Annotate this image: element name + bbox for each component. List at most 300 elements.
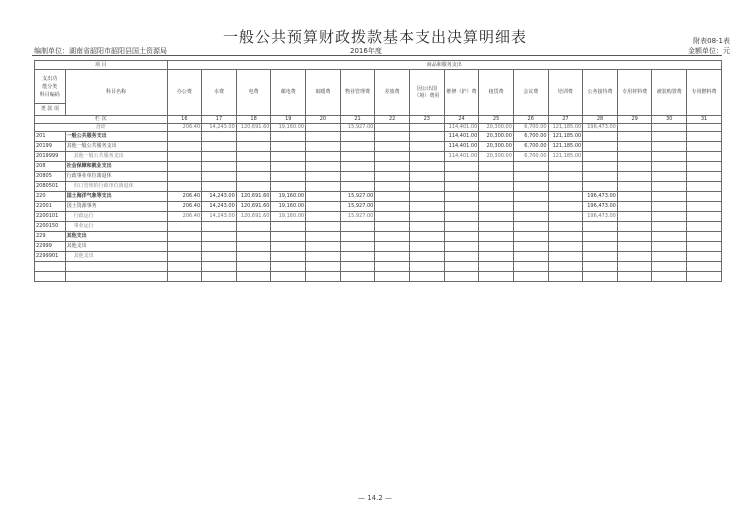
data-cell [617,252,652,262]
data-cell [375,192,410,202]
empty-cell [513,272,548,282]
data-cell [202,152,237,162]
data-cell [202,242,237,252]
data-cell [617,142,652,152]
data-cell: 20,300.00 [479,132,514,142]
data-cell [513,172,548,182]
data-cell [513,242,548,252]
column-number: 21 [340,116,375,124]
total-cell: 120,691.60 [236,124,271,132]
data-cell [236,242,271,252]
data-cell [617,162,652,172]
data-cell [652,172,687,182]
data-cell [236,172,271,182]
total-cell: 14,243.00 [202,124,237,132]
column-header: 培训费 [548,70,583,116]
data-cell [513,182,548,192]
empty-cell [236,262,271,272]
column-header: 因公出国（境）费用 [410,70,445,116]
data-cell [444,192,479,202]
data-cell [444,242,479,252]
class-header: 类 款 项 [35,104,66,116]
data-cell [548,242,583,252]
data-cell [687,252,722,262]
data-cell: 15,927.00 [340,212,375,222]
data-cell [583,172,618,182]
column-number: 26 [513,116,548,124]
data-cell [236,232,271,242]
org-label: 编制单位：湖南省韶阳市韶阳县国土资源局 [34,47,167,55]
data-cell: 114,401.00 [444,132,479,142]
row-code: 22001 [35,202,66,212]
empty-cell [410,272,445,282]
data-cell [687,152,722,162]
empty-cell [65,272,167,282]
data-cell: 206.40 [167,212,202,222]
column-header: 公务接待费 [583,70,618,116]
data-cell [306,152,341,162]
data-cell [271,232,306,242]
group-header: 商品和服务支出 [167,61,721,70]
data-cell [271,142,306,152]
column-number: 25 [479,116,514,124]
data-cell [617,222,652,232]
data-cell: 15,927.00 [340,202,375,212]
data-cell: 15,927.00 [340,192,375,202]
row-code: 2019999 [35,152,66,162]
data-cell [617,212,652,222]
data-cell [583,252,618,262]
column-header: 电费 [236,70,271,116]
empty-cell [271,262,306,272]
row-code: 2200150 [35,222,66,232]
data-cell [583,232,618,242]
data-cell [375,252,410,262]
page-title: 一般公共预算财政拨款基本支出决算明细表 [222,28,527,46]
data-cell: 6,700.00 [513,142,548,152]
header-rule [32,55,722,56]
data-cell [375,242,410,252]
data-cell [583,242,618,252]
row-code: 201 [35,132,66,142]
data-cell [375,152,410,162]
data-cell [513,212,548,222]
code-header-line: 能分类 [42,83,58,90]
data-cell [271,172,306,182]
data-cell: 19,160.00 [271,192,306,202]
data-cell [340,182,375,192]
column-header: 取暖费 [306,70,341,116]
column-header: 会议费 [513,70,548,116]
column-header: 专用材料费 [617,70,652,116]
column-header: 租赁费 [479,70,514,116]
data-cell [617,152,652,162]
empty-cell [375,272,410,282]
data-cell [340,132,375,142]
data-cell: 120,691.60 [236,202,271,212]
empty-cell [687,272,722,282]
data-cell [652,132,687,142]
total-cell: 121,185.00 [548,124,583,132]
data-cell [687,212,722,222]
data-cell [340,142,375,152]
empty-row [35,262,722,272]
column-number: 22 [375,116,410,124]
column-number: 27 [548,116,583,124]
data-cell [410,162,445,172]
column-number: 17 [202,116,237,124]
data-cell [410,252,445,262]
code-header [35,70,66,104]
total-cell [375,124,410,132]
data-cell [652,222,687,232]
data-cell [410,242,445,252]
data-cell [306,252,341,262]
data-cell [479,202,514,212]
column-header: 邮电费 [271,70,306,116]
data-cell [479,162,514,172]
data-cell [410,232,445,242]
empty-cell [687,262,722,272]
data-cell [652,142,687,152]
data-cell: 120,691.60 [236,192,271,202]
total-cell: 196,473.00 [583,124,618,132]
data-cell [410,202,445,212]
row-code: 208 [35,162,66,172]
empty-cell [548,272,583,282]
data-cell [548,232,583,242]
row-subject-name: 行政事业单位离退休 [65,172,167,182]
table-row [35,222,722,232]
column-header: 物业管理费 [340,70,375,116]
empty-cell [35,272,66,282]
data-cell [340,162,375,172]
column-header: 差旅费 [375,70,410,116]
data-cell [271,252,306,262]
empty-cell [444,262,479,272]
data-cell [202,252,237,262]
column-header-row [35,70,722,104]
data-cell [167,162,202,172]
expenditure-table [34,60,722,282]
empty-cell [167,262,202,272]
data-cell [410,222,445,232]
data-cell [306,212,341,222]
column-number: 23 [410,116,445,124]
data-cell [583,162,618,172]
column-number: 16 [167,116,202,124]
data-cell [652,202,687,212]
row-subject-name: 事业运行 [65,222,167,232]
data-cell [652,182,687,192]
data-cell [410,182,445,192]
data-cell [479,232,514,242]
data-cell [167,142,202,152]
data-cell: 121,185.00 [548,142,583,152]
data-cell [375,232,410,242]
row-code: 220 [35,192,66,202]
data-cell [202,182,237,192]
table-row [35,132,722,142]
column-number: 24 [444,116,479,124]
empty-cell [479,272,514,282]
data-cell: 114,401.00 [444,152,479,162]
total-row [35,124,722,132]
data-cell [513,232,548,242]
data-cell [548,172,583,182]
data-cell [271,182,306,192]
data-cell [687,232,722,242]
empty-cell [617,272,652,282]
data-cell [583,152,618,162]
data-cell [652,162,687,172]
empty-cell [202,262,237,272]
data-cell [167,182,202,192]
data-cell: 20,300.00 [479,142,514,152]
data-cell [444,252,479,262]
empty-cell [65,262,167,272]
data-cell [167,152,202,162]
row-subject-name: 其他支出 [65,232,167,242]
row-code: 20805 [35,172,66,182]
empty-cell [202,272,237,282]
data-cell [548,192,583,202]
column-header: 办公费 [167,70,202,116]
code-header-line: 科目编码 [39,91,60,98]
data-cell [375,162,410,172]
data-cell [271,222,306,232]
data-cell [306,202,341,212]
total-cell [617,124,652,132]
table-row [35,232,722,242]
data-cell: 20,300.00 [479,152,514,162]
data-cell [652,212,687,222]
total-cell: 6,700.00 [513,124,548,132]
data-cell [167,172,202,182]
empty-cell [306,272,341,282]
data-cell: 114,401.00 [444,142,479,152]
data-cell [617,172,652,182]
unit-label: 金额单位：元 [688,47,730,55]
data-cell [306,182,341,192]
data-cell [617,192,652,202]
data-cell [617,202,652,212]
column-number: 29 [617,116,652,124]
total-cell: 15,927.00 [340,124,375,132]
data-cell [202,222,237,232]
data-cell [167,222,202,232]
page-number: — 14.2 — [357,494,393,502]
empty-cell [479,262,514,272]
data-cell [410,132,445,142]
data-cell [444,162,479,172]
data-cell [167,232,202,242]
data-cell [652,192,687,202]
data-cell [202,162,237,172]
data-cell: 6,700.00 [513,132,548,142]
empty-cell [271,272,306,282]
data-cell [652,232,687,242]
data-cell: 206.40 [167,202,202,212]
data-cell [548,212,583,222]
data-cell [306,222,341,232]
data-cell [687,222,722,232]
data-cell [479,192,514,202]
column-number: 20 [306,116,341,124]
data-cell [513,222,548,232]
row-code: 22999 [35,242,66,252]
data-cell [583,222,618,232]
project-header: 项 目 [35,61,168,70]
column-header: 被装购置费 [652,70,687,116]
empty-row [35,272,722,282]
data-cell [306,232,341,242]
data-cell [375,142,410,152]
data-cell [652,152,687,162]
total-cell [687,124,722,132]
empty-cell [306,262,341,272]
row-subject-name: 其他一般公共服务支出 [65,142,167,152]
data-cell [340,172,375,182]
data-cell [444,232,479,242]
table-row [35,152,722,162]
data-cell: 196,473.00 [583,212,618,222]
column-number: 18 [236,116,271,124]
data-cell [548,252,583,262]
data-cell [617,242,652,252]
data-cell [687,172,722,182]
data-cell [444,212,479,222]
data-cell [652,252,687,262]
data-cell [340,152,375,162]
data-cell [306,192,341,202]
data-cell [202,172,237,182]
year-label: 2016年度 [350,47,382,55]
data-cell: 14,243.00 [202,202,237,212]
code-header-line: 支出功 [42,75,58,82]
data-cell [513,162,548,172]
data-cell [583,132,618,142]
data-cell [306,132,341,142]
total-cell: 19,160.00 [271,124,306,132]
data-cell [479,252,514,262]
column-number: 31 [687,116,722,124]
total-cell: 114,401.00 [444,124,479,132]
data-cell [202,142,237,152]
data-cell [236,252,271,262]
data-cell [271,152,306,162]
row-subject-name: 国土资源事务 [65,202,167,212]
data-cell [236,142,271,152]
data-cell [479,212,514,222]
annex-label: 附表08-1表 [693,37,730,45]
data-cell [513,202,548,212]
data-cell [583,182,618,192]
data-cell: 206.40 [167,192,202,202]
data-cell [236,132,271,142]
table-body [35,132,722,282]
data-cell [444,172,479,182]
data-cell [687,192,722,202]
data-cell [410,152,445,162]
empty-cell [548,262,583,272]
table-row [35,172,722,182]
column-number-row [35,116,722,124]
total-cell: 20,300.00 [479,124,514,132]
data-cell: 14,243.00 [202,192,237,202]
empty-cell [340,272,375,282]
total-cell [410,124,445,132]
data-cell [236,152,271,162]
data-cell [271,162,306,172]
row-subject-name: 其他支出 [65,242,167,252]
data-cell [617,132,652,142]
data-cell [271,242,306,252]
data-cell [687,242,722,252]
data-cell [271,132,306,142]
data-cell [617,182,652,192]
data-cell [375,212,410,222]
column-header: 维修（护）费 [444,70,479,116]
data-cell [340,252,375,262]
data-cell [583,142,618,152]
data-cell: 19,160.00 [271,212,306,222]
row-subject-name: 其他一般公共服务支出 [65,152,167,162]
column-number: 19 [271,116,306,124]
row-subject-name: 一般公共服务支出 [65,132,167,142]
data-cell [479,172,514,182]
data-cell: 6,700.00 [513,152,548,162]
row-code: 2080501 [35,182,66,192]
data-cell [375,132,410,142]
data-cell [444,182,479,192]
empty-cell [410,262,445,272]
row-order-label: 栏 次 [35,116,168,124]
data-cell [236,182,271,192]
total-label: 合计 [35,124,168,132]
data-cell [444,222,479,232]
column-number: 28 [583,116,618,124]
data-cell [375,182,410,192]
data-cell [375,172,410,182]
row-subject-name: 行政运行 [65,212,167,222]
data-cell: 196,473.00 [583,202,618,212]
data-cell [548,222,583,232]
data-cell [167,132,202,142]
data-cell: 120,691.60 [236,212,271,222]
data-cell: 121,185.00 [548,152,583,162]
data-cell [306,142,341,152]
empty-cell [513,262,548,272]
data-cell [167,252,202,262]
data-cell: 14,243.00 [202,212,237,222]
data-cell [652,242,687,252]
row-code: 2200101 [35,212,66,222]
data-cell [410,212,445,222]
subject-name-header: 科目名称 [65,70,167,116]
data-cell [375,222,410,232]
data-cell [167,242,202,252]
data-cell [687,182,722,192]
column-header: 专用燃料费 [687,70,722,116]
data-cell [444,202,479,212]
data-cell [548,202,583,212]
table-row [35,212,722,222]
data-cell [340,242,375,252]
data-cell [479,222,514,232]
data-cell: 19,160.00 [271,202,306,212]
total-cell [306,124,341,132]
